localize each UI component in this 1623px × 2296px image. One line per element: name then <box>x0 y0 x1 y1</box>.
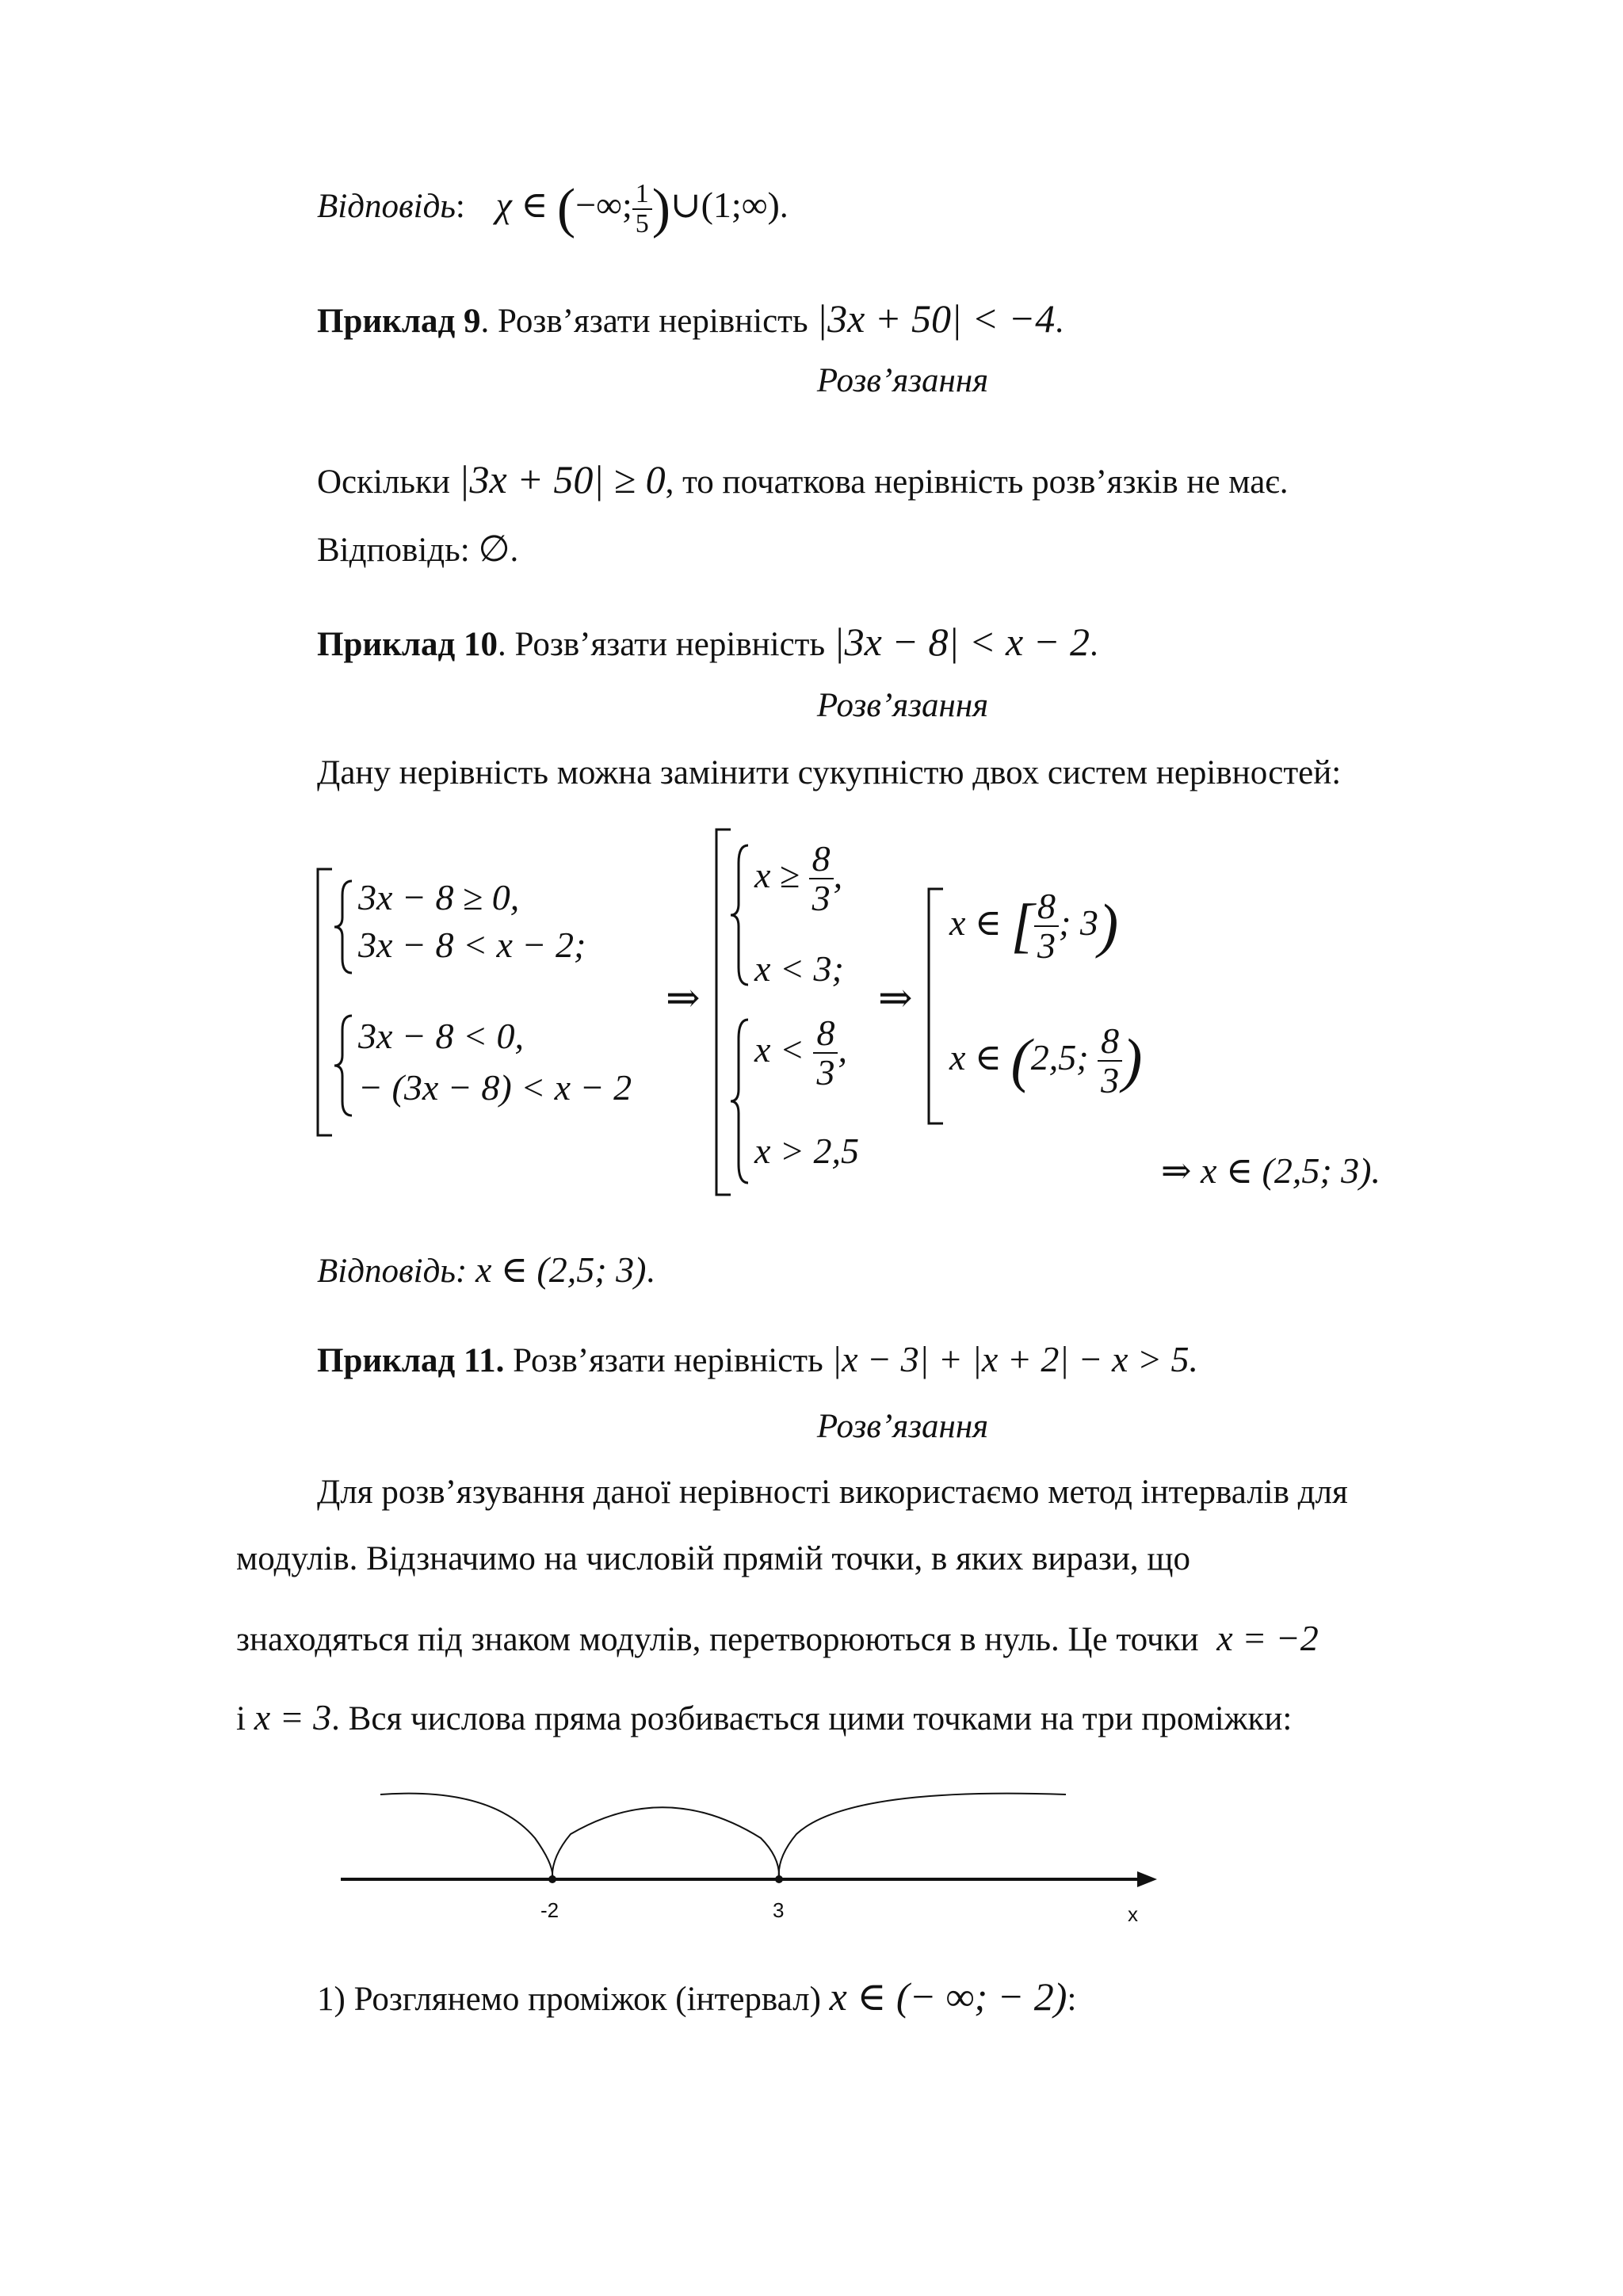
system-2-line-a: 3x − 8 < 0, <box>358 1016 524 1056</box>
solution-heading-11: Розв’язання <box>816 1408 989 1445</box>
frac-num: 8 <box>812 838 831 879</box>
example-10-answer <box>317 1248 655 1292</box>
answer-line-1 <box>317 176 789 242</box>
system-2-line-b: − (3x − 8) < x − 2 <box>358 1067 632 1108</box>
r2a-pre: x < <box>754 1028 804 1070</box>
example-11-expr: |x − 3| + |x + 2| − x > 5. <box>831 1339 1199 1379</box>
r1a-pre: x ≥ <box>754 854 800 895</box>
brace-2 <box>331 1014 355 1117</box>
step-1-text: 1) Розглянемо проміжок (інтервал) <box>317 1981 830 2018</box>
period: . <box>779 187 789 225</box>
solution-heading-9: Розв’язання <box>816 362 989 399</box>
axis-label-x: x <box>1128 1902 1138 1926</box>
solution-post: , то початкова нерівність розв’язків не має. <box>665 463 1289 501</box>
frac-den: 3 <box>809 878 834 917</box>
paragraph-line-3 <box>236 1616 1319 1661</box>
answer-expr-b: ∪(1;∞) <box>670 184 780 225</box>
period: . <box>1371 1150 1381 1191</box>
example-9-text: . Розв’язати нерівність <box>480 303 817 340</box>
fraction-8-3 <box>1034 887 1059 966</box>
answer-expr: x ∈ (2,5; 3) <box>475 1249 647 1290</box>
point-minus-2 <box>548 1875 556 1883</box>
point-3 <box>775 1875 783 1883</box>
fraction-8-3 <box>1098 1022 1122 1100</box>
frac-num: 8 <box>816 1013 835 1053</box>
example-10-statement <box>317 618 1098 666</box>
frac-num: 1 <box>635 179 649 209</box>
solution-heading-10: Розв’язання <box>816 687 989 724</box>
paren-close: ) <box>1098 892 1119 959</box>
solution-pre: Оскільки <box>317 463 459 501</box>
line-4-pre: і <box>236 1700 254 1737</box>
rparen: ) <box>651 178 671 239</box>
period: . <box>510 532 519 569</box>
example-9-expr: |3x + 50| < −4 <box>816 296 1056 341</box>
system-1-line-b: 3x − 8 < x − 2; <box>358 925 586 965</box>
interval-2 <box>949 1022 1142 1100</box>
minus-infinity: −∞; <box>575 184 632 225</box>
step-1-expr: x ∈ (− ∞; − 2) <box>829 1974 1067 2019</box>
fraction-8-3 <box>809 840 834 918</box>
paren-close: ) <box>1122 1027 1143 1094</box>
line-3-text: знаходяться під знаком модулів, перетворюються в нуль. Це точки <box>236 1621 1208 1658</box>
frac-den: 5 <box>632 208 652 238</box>
example-9-title: Приклад 9 <box>317 303 481 340</box>
right-bracket-left <box>924 887 948 1125</box>
paragraph-line-2: модулів. Відзначимо на числовій прямій точки, в яких вирази, що <box>236 1540 1191 1577</box>
r2a-post: , <box>838 1028 847 1070</box>
example-10-intro: Дану нерівність можна замінити сукупністю двох систем нерівностей: <box>317 754 1342 791</box>
brace-4 <box>727 1018 751 1184</box>
system-1-line-a: 3x − 8 ≥ 0, <box>358 877 520 917</box>
example-9-answer <box>317 527 518 571</box>
example-9-statement <box>317 295 1064 342</box>
paragraph-line-1: Для розв’язування даної нерівності використаємо метод інтервалів для <box>317 1474 1348 1511</box>
system-4-line-a <box>754 1014 847 1093</box>
label-minus-2: -2 <box>540 1898 559 1922</box>
example-10-title: Приклад 10 <box>317 626 498 663</box>
system-4-line-b: x > 2,5 <box>754 1131 859 1171</box>
interval-1 <box>949 887 1118 966</box>
period: . <box>1089 626 1098 663</box>
fraction-1-5 <box>632 180 652 238</box>
i1-pre: x ∈ <box>949 902 1002 943</box>
system-3-line-b: x < 3; <box>754 948 844 989</box>
system-3-line-a <box>754 840 842 918</box>
frac-num: 8 <box>1101 1020 1120 1061</box>
frac-num: 8 <box>1037 886 1056 926</box>
colon: : <box>1067 1981 1077 2018</box>
fraction-8-3 <box>813 1014 838 1093</box>
point-expr-2: x = 3 <box>254 1697 332 1737</box>
frac-den: 3 <box>813 1052 838 1092</box>
r1a-post: , <box>833 854 843 895</box>
arrow-head <box>1137 1871 1157 1887</box>
solution-expr: |3x + 50| ≥ 0 <box>458 457 666 502</box>
example-11-title: Приклад 11. <box>317 1342 505 1379</box>
example-11-text: Розв’язати нерівність <box>504 1342 832 1379</box>
system-final <box>1161 1149 1381 1192</box>
number-line <box>333 1763 1173 1937</box>
lparen: ( <box>556 178 576 239</box>
implies-arrow-1: ⇒ <box>666 976 701 1021</box>
line-4-post: . Вся числова пряма розбивається цими точками на три проміжки: <box>331 1700 1293 1737</box>
example-10-text: . Розв’язати нерівність <box>498 626 834 663</box>
example-10-expr: |3x − 8| < x − 2 <box>833 620 1090 664</box>
answer-expr-a: χ ∈ <box>495 184 557 225</box>
final-expr: ⇒ x ∈ (2,5; 3) <box>1161 1150 1372 1191</box>
arc-right <box>779 1794 1066 1879</box>
i2-pre: x ∈ <box>949 1036 1002 1077</box>
brace-1 <box>331 879 355 974</box>
frac-den: 3 <box>1034 925 1059 965</box>
paragraph-line-4 <box>236 1695 1292 1740</box>
paren-open: ( <box>1010 1027 1031 1094</box>
frac-den: 3 <box>1098 1060 1122 1100</box>
answer-label: Відповідь <box>317 187 456 225</box>
colon: : <box>455 187 465 225</box>
bracket-sq: [ <box>1010 892 1035 959</box>
example-9-solution <box>317 456 1288 503</box>
label-3: 3 <box>773 1898 785 1922</box>
answer-label: Відповідь: <box>317 1253 475 1290</box>
period: . <box>1055 303 1064 340</box>
period: . <box>646 1253 655 1290</box>
empty-set: ∅ <box>478 528 510 569</box>
implies-arrow-2: ⇒ <box>878 976 913 1021</box>
answer-label: Відповідь: <box>317 532 479 569</box>
i1-post: ; 3 <box>1059 902 1098 943</box>
brace-3 <box>727 844 751 986</box>
arc-middle <box>552 1807 779 1879</box>
i2-a: 2,5; <box>1030 1036 1089 1077</box>
step-1 <box>317 1973 1076 2020</box>
example-11-statement <box>317 1337 1198 1382</box>
arc-left <box>380 1794 552 1879</box>
point-expr-1: x = −2 <box>1216 1618 1319 1658</box>
